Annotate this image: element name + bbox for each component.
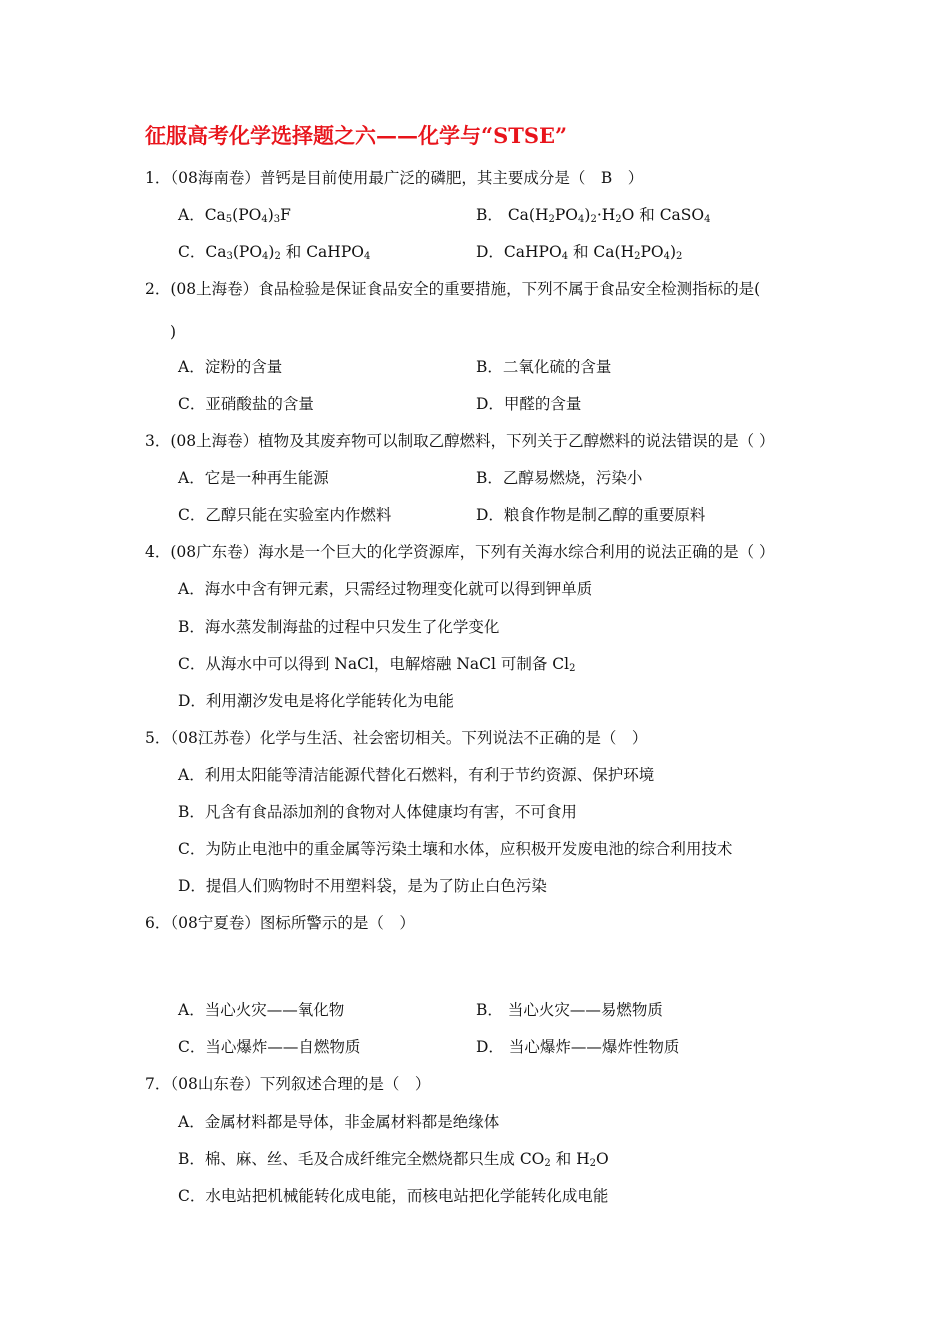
question-1-stem: 1．（08海南卷）普钙是目前使用最广泛的磷肥，其主要成分是（ B ） <box>145 169 644 187</box>
question-4-option-a: A．海水中含有钾元素，只需经过物理变化就可以得到钾单质 <box>178 580 593 598</box>
question-6-option-c: C．当心爆炸——自燃物质 <box>178 1038 361 1056</box>
question-5-option-b: B．凡含有食品添加剂的食物对人体健康均有害，不可食用 <box>178 803 577 821</box>
question-5-option-c: C．为防止电池中的重金属等污染土壤和水体，应积极开发废电池的综合利用技术 <box>178 840 733 858</box>
question-2-option-d: D．甲醛的含量 <box>476 395 582 413</box>
question-2-stem: 2．(08上海卷）食品检验是保证食品安全的重要措施，下列不属于食品安全检测指标的是( <box>145 280 761 298</box>
question-5-stem: 5．（08江苏卷）化学与生活、社会密切相关。下列说法不正确的是（ ） <box>145 729 648 747</box>
question-6-option-d: D． 当心爆炸——爆炸性物质 <box>476 1038 680 1056</box>
question-7-stem: 7．（08山东卷）下列叙述合理的是（ ） <box>145 1075 431 1093</box>
question-6-stem: 6．（08宁夏卷）图标所警示的是（ ） <box>145 914 415 932</box>
question-1-option-d: D．CaHPO$_4$ 和 $Ca(H_2PO_4)_2$ <box>476 243 683 262</box>
document-title: 征服高考化学选择题之六——化学与“STSE” <box>145 123 568 148</box>
question-6-option-a: A．当心火灾——氧化物 <box>178 1001 345 1019</box>
question-5-option-d: D．提倡人们购物时不用塑料袋，是为了防止白色污染 <box>178 877 547 895</box>
question-3-option-c: C．乙醇只能在实验室内作燃料 <box>178 506 392 524</box>
question-2-stem-continuation: ) <box>170 323 177 341</box>
question-4-option-c: C．从海水中可以得到 NaCl，电解熔融 NaCl 可制备 $Cl_2$ <box>178 655 576 674</box>
question-2-option-c: C．亚硝酸盐的含量 <box>178 395 314 413</box>
question-4-stem: 4．(08广东卷）海水是一个巨大的化学资源库，下列有关海水综合利用的说法正确的是（ ） <box>145 543 775 561</box>
question-6-option-b: B． 当心火灾——易燃物质 <box>476 1001 663 1019</box>
question-3-stem: 3．(08上海卷）植物及其废弃物可以制取乙醇燃料，下列关于乙醇燃料的说法错误的是（ ） <box>145 432 775 450</box>
question-1-option-c: C．$Ca_3(PO_4)_2$ 和 CaHPO$_4$ <box>178 243 371 262</box>
question-7-option-b: B．棉、麻、丝、毛及合成纤维完全燃烧都只生成 $CO_2$ 和 $H_2O$ <box>178 1150 609 1169</box>
question-1-option-a: A．$Ca_5(PO_4)_3F$ <box>178 206 291 225</box>
question-3-option-b: B．乙醇易燃烧，污染小 <box>476 469 643 487</box>
question-2-option-b: B．二氧化硫的含量 <box>476 358 612 376</box>
question-4-option-b: B．海水蒸发制海盐的过程中只发生了化学变化 <box>178 618 500 636</box>
question-1-option-b: B． $Ca(H_2PO_4)_2\cdot H_2O$ 和 CaSO$_4$ <box>476 206 711 225</box>
question-7-option-c: C．水电站把机械能转化成电能，而核电站把化学能转化成电能 <box>178 1187 609 1205</box>
question-2-option-a: A．淀粉的含量 <box>178 358 283 376</box>
question-5-option-a: A．利用太阳能等清洁能源代替化石燃料，有利于节约资源、保护环境 <box>178 766 655 784</box>
question-3-option-a: A．它是一种再生能源 <box>178 469 329 487</box>
question-4-option-d: D．利用潮汐发电是将化学能转化为电能 <box>178 692 454 710</box>
question-7-option-a: A．金属材料都是导体，非金属材料都是绝缘体 <box>178 1113 500 1131</box>
question-3-option-d: D．粮食作物是制乙醇的重要原料 <box>476 506 706 524</box>
